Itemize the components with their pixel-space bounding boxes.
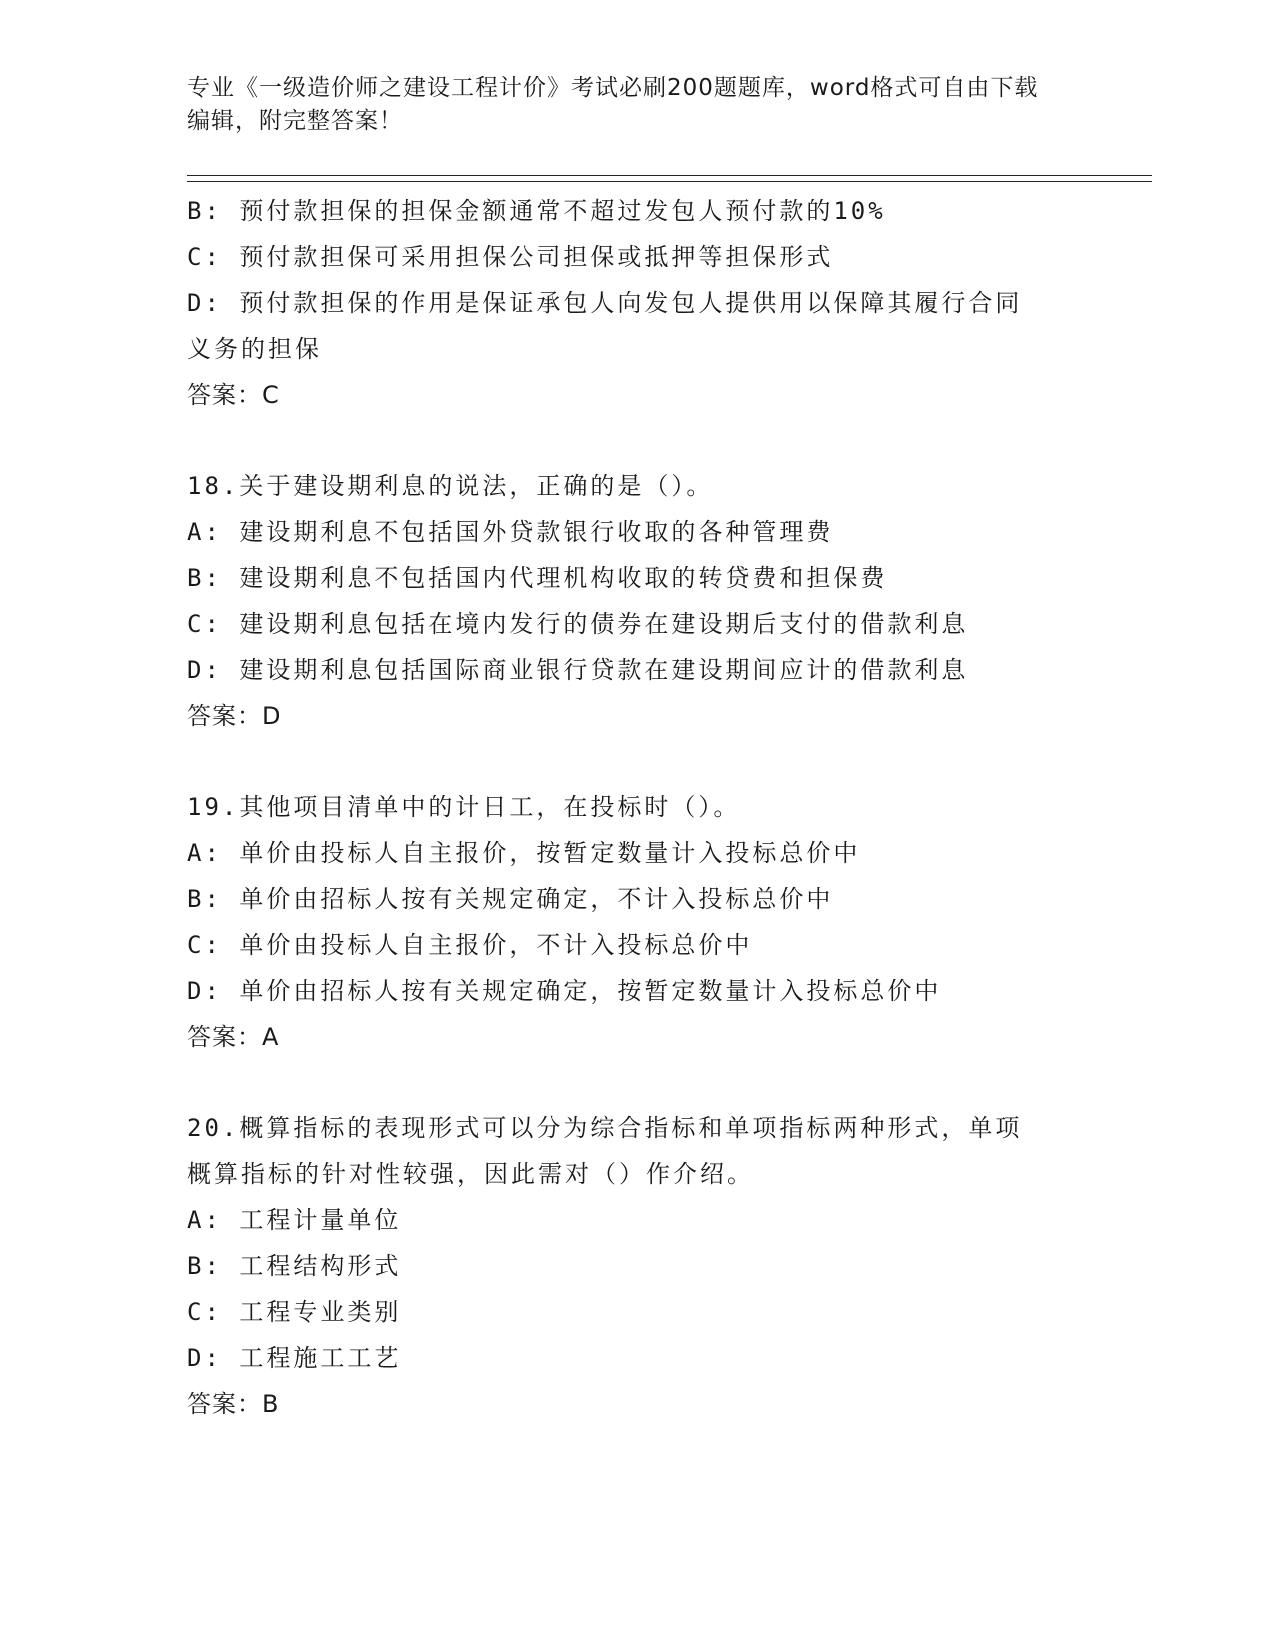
header-divider-bottom (187, 181, 1152, 182)
question-stem-line-1: 20.概算指标的表现形式可以分为综合指标和单项指标两种形式，单项 (187, 1114, 1023, 1142)
option-b: B: 建设期利息不包括国内代理机构收取的转贷费和担保费 (187, 564, 888, 592)
question-19 (187, 784, 1087, 1060)
option-a: A: 工程计量单位 (187, 1206, 402, 1234)
answer: 答案：D (187, 702, 282, 730)
question-stem: 19.其他项目清单中的计日工，在投标时（）。 (187, 793, 741, 821)
header-line-2: 编辑，附完整答案！ (187, 108, 403, 134)
spacer (187, 739, 1087, 784)
option-c: C: 预付款担保可采用担保公司担保或抵押等担保形式 (187, 243, 834, 271)
question-17-tail (187, 188, 1087, 418)
option-b: B: 工程结构形式 (187, 1252, 402, 1280)
header-line-1: 专业《一级造价师之建设工程计价》考试必刷200题题库，word格式可自由下载 (187, 75, 1039, 101)
option-d: D: 预付款担保的作用是保证承包人向发包人提供用以保障其履行合同 (187, 289, 1023, 317)
spacer (187, 1060, 1087, 1105)
question-list (187, 188, 1087, 1427)
option-a: A: 建设期利息不包括国外贷款银行收取的各种管理费 (187, 518, 834, 546)
option-b: B: 单价由招标人按有关规定确定，不计入投标总价中 (187, 885, 834, 913)
question-18 (187, 463, 1087, 739)
question-stem-line-2: 概算指标的针对性较强，因此需对（）作介绍。 (187, 1160, 754, 1188)
option-d-continued: 义务的担保 (187, 335, 322, 363)
question-stem: 18.关于建设期利息的说法，正确的是（）。 (187, 472, 714, 500)
option-d: D: 建设期利息包括国际商业银行贷款在建设期间应计的借款利息 (187, 656, 969, 684)
option-d: D: 工程施工工艺 (187, 1344, 402, 1372)
answer: 答案：C (187, 381, 280, 409)
header-divider-top (187, 175, 1152, 176)
option-a: A: 单价由投标人自主报价，按暂定数量计入投标总价中 (187, 839, 861, 867)
page-header (187, 72, 1087, 138)
option-c: C: 建设期利息包括在境内发行的债券在建设期后支付的借款利息 (187, 610, 969, 638)
option-b: B: 预付款担保的担保金额通常不超过发包人预付款的10% (187, 197, 886, 225)
answer: 答案：B (187, 1390, 280, 1418)
answer: 答案：A (187, 1023, 280, 1051)
option-d: D: 单价由招标人按有关规定确定，按暂定数量计入投标总价中 (187, 977, 942, 1005)
option-c: C: 工程专业类别 (187, 1298, 402, 1326)
spacer (187, 418, 1087, 463)
question-20 (187, 1105, 1087, 1427)
option-c: C: 单价由投标人自主报价，不计入投标总价中 (187, 931, 753, 959)
